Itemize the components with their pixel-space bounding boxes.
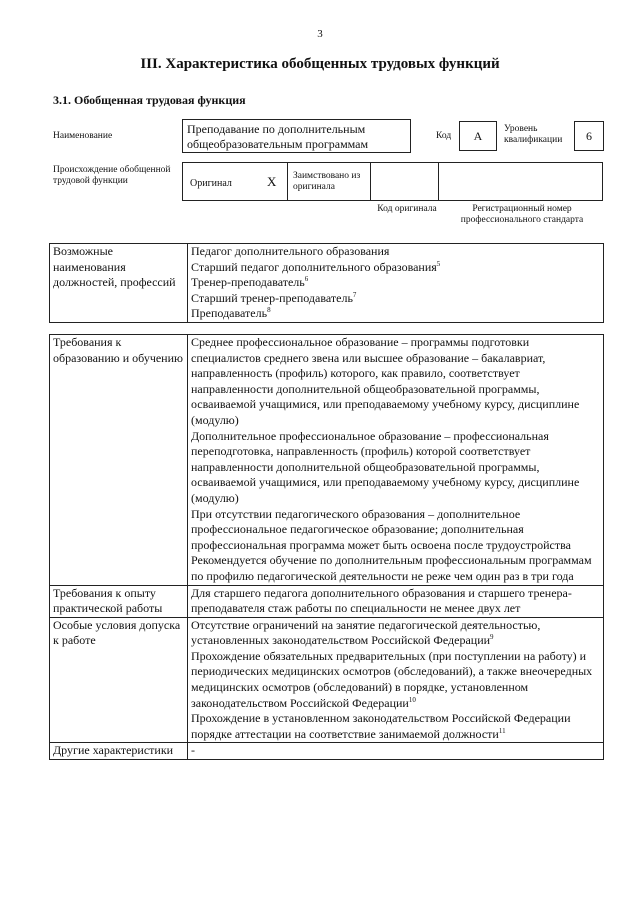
paragraph: Отсутствие ограничений на занятие педагогической деятельностью, установленных законодательством Российской Федерации$^9$: [191, 617, 541, 648]
requirements-table: [49, 334, 604, 760]
paragraph: -: [191, 743, 195, 758]
original-mark: X: [267, 174, 277, 189]
origin-label: Происхождение обобщенной трудовой функции: [53, 165, 171, 186]
paragraph: При отсутствии педагогического образования – дополнительное профессиональное педагогическое образование; дополнительная профессиональная программа может быть освоена после трудоустройства: [191, 506, 571, 552]
name-value: Преподавание по дополнительным общеобразовательным программам: [182, 119, 411, 153]
table-row: [50, 335, 604, 586]
position-item: Старший педагог дополнительного образования$^5$: [191, 259, 441, 274]
position-item: Преподаватель$^8$: [191, 306, 271, 321]
position-item: Педагог дополнительного образования: [191, 244, 390, 258]
row-content-education: [188, 335, 604, 586]
page-number: 3: [317, 28, 323, 40]
name-label: Наименование: [53, 131, 113, 141]
paragraph: Среднее профессиональное образование – программы подготовки специалистов среднего звена или высшее образование – бакалавриат, направленность (профиль) которого, как правило, соответствует направленности дополнительной общеобразовательной программы, осваиваемой учащимися, или преподаваемому учебному курсу, дисциплине (модулю): [191, 335, 580, 427]
row-label-experience: Требования к опыту практической работы: [50, 585, 188, 617]
row-label-education: Требования к образованию и обучению: [50, 335, 188, 586]
reg-number-caption: Регистрационный номер профессионального стандарта: [460, 204, 584, 225]
paragraph: Прохождение обязательных предварительных (при поступлении на работу) и периодических медицинских осмотров (обследований), а также внеочередных медицинских осмотров (обследований) в порядке, установленном законодательством Российской Федерации$^{10}$: [191, 648, 593, 710]
table-row: [50, 743, 604, 760]
paragraph: Прохождение в установленном законодательством Российской Федерации порядке аттестации на соответствие занимаемой должности$^{11}$: [191, 711, 571, 741]
position-item: Тренер-преподаватель$^6$: [191, 275, 309, 290]
row-label-conditions: Особые условия допуска к работе: [50, 617, 188, 743]
subsection-title: 3.1. Обобщенная трудовая функция: [53, 93, 246, 107]
positions-table: [49, 243, 604, 323]
positions-label: Возможные наименования должностей, профессий: [50, 244, 188, 323]
code-value: A: [459, 121, 497, 151]
paragraph: Рекомендуется обучение по дополнительным профессиональным программам по профилю педагогической деятельности не реже чем один раз в три года: [191, 553, 592, 583]
code-label: Код: [436, 131, 452, 141]
table-row: [50, 617, 604, 743]
borrowed-label: Заимствовано из оригинала: [293, 171, 361, 192]
code-original-caption: Код оригинала: [377, 204, 437, 214]
section-title: III. Характеристика обобщенных трудовых функций: [140, 56, 500, 72]
paragraph: Дополнительное профессиональное образование – профессиональная переподготовка, направленность (профиль) которой соответствует направленности дополнительной общеобразовательной программы, осваиваемой учащимися, или преподаваемому учебному курсу, дисциплине (модулю): [191, 428, 580, 505]
paragraph: Для старшего педагога дополнительного образования и старшего тренера-преподавателя стаж работы по специальности не менее двух лет: [191, 585, 572, 616]
origin-table: [182, 162, 603, 201]
row-content-conditions: [188, 617, 604, 743]
position-item: Старший тренер-преподаватель$^7$: [191, 290, 357, 305]
level-value: 6: [574, 121, 604, 151]
row-content-other: [188, 743, 604, 760]
original-label: Оригинал: [190, 178, 232, 189]
row-content-experience: [188, 585, 604, 617]
table-row: [50, 585, 604, 617]
row-label-other: Другие характеристики: [50, 743, 188, 760]
positions-list: [188, 244, 604, 323]
level-label: Уровень квалификации: [504, 124, 563, 145]
